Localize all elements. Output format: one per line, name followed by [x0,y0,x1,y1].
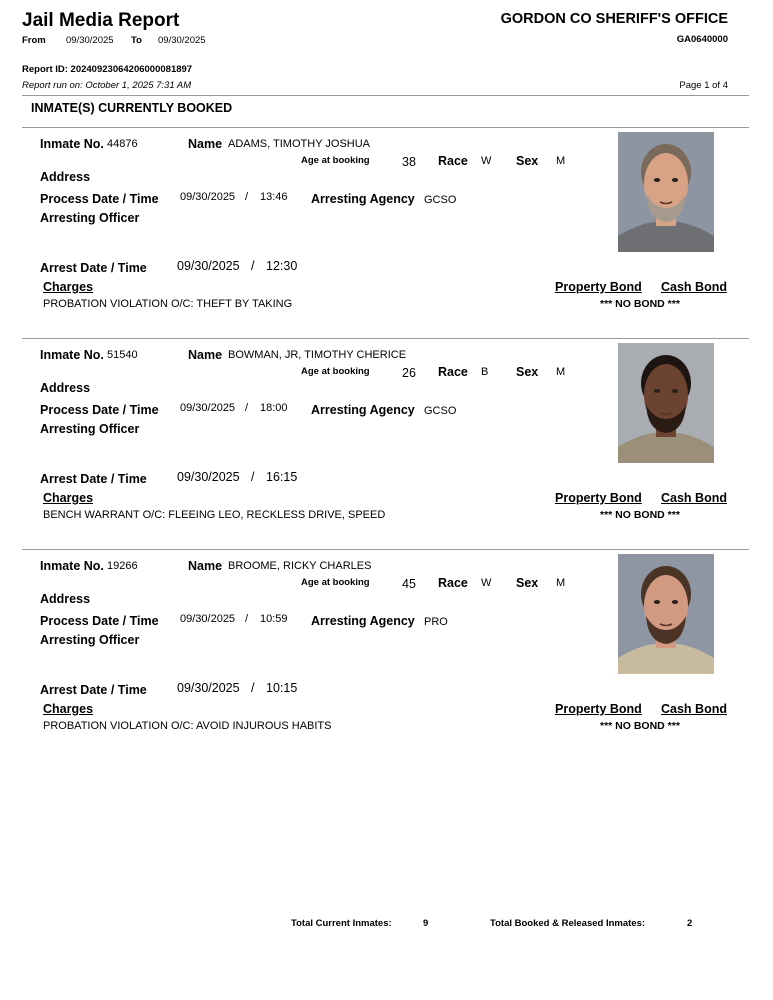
inmate-record [0,132,773,332]
bond-status: *** NO BOND *** [600,720,680,732]
race-label: Race [438,154,468,168]
agency-label: Arresting Agency [311,192,415,206]
arrest-date: 09/30/2025 [177,681,240,695]
age-value: 38 [402,155,416,169]
cash-bond-label: Cash Bond [661,491,727,505]
page-number: Page 1 of 4 [679,80,728,91]
inmate-no-label: Inmate No. [40,137,104,151]
address-label: Address [40,381,91,395]
property-bond-label: Property Bond [555,702,642,716]
arrest-time: 10:15 [266,681,298,695]
process-label: Process Date / Time [40,403,159,417]
charge-text: PROBATION VIOLATION O/C: THEFT BY TAKING [43,298,293,310]
sex-label: Sex [516,576,539,590]
process-label: Process Date / Time [40,192,159,206]
sex-value: M [556,577,566,589]
race-value: W [481,577,492,589]
agency-code: GA0640000 [676,34,728,45]
section-title: INMATE(S) CURRENTLY BOOKED [31,101,233,115]
charges-label: Charges [43,702,94,716]
race-label: Race [438,576,468,590]
inmate-no-label: Inmate No. [40,559,104,573]
to-label: To [131,35,142,46]
race-value: B [481,366,489,378]
officer-label: Arresting Officer [40,211,140,225]
header-divider [22,95,749,96]
property-bond-label: Property Bond [555,280,642,294]
agency-value: GCSO [424,405,457,417]
charge-text: PROBATION VIOLATION O/C: AVOID INJUROUS HABITS [43,720,332,732]
race-label: Race [438,365,468,379]
report-title: Jail Media Report [22,10,180,31]
cash-bond-label: Cash Bond [661,280,727,294]
inmate-no-label: Inmate No. [40,348,104,362]
process-label: Process Date / Time [40,614,159,628]
process-date: 09/30/2025 [180,613,236,625]
name-label: Name [188,137,223,151]
charge-text: BENCH WARRANT O/C: FLEEING LEO, RECKLESS DRIVE, SPEED [43,509,386,521]
inmate-no: 44876 [107,138,138,150]
age-label: Age at booking [301,577,370,588]
bond-status: *** NO BOND *** [600,509,680,521]
total-booked-label: Total Booked & Released Inmates: [490,918,646,929]
officer-label: Arresting Officer [40,633,140,647]
agency-value: PRO [424,616,448,628]
process-slash: / [245,191,249,203]
charges-label: Charges [43,280,94,294]
inmate-record [0,554,773,754]
sex-label: Sex [516,365,539,379]
total-current-value: 9 [423,918,429,929]
inmate-name: ADAMS, TIMOTHY JOSHUA [228,138,371,150]
from-label: From [22,35,46,46]
inmate-name: BROOME, RICKY CHARLES [228,560,372,572]
process-slash: / [245,402,249,414]
inmate-no: 51540 [107,349,138,361]
arrest-label: Arrest Date / Time [40,472,147,486]
process-time: 13:46 [260,191,288,203]
total-current-label: Total Current Inmates: [291,918,392,929]
arrest-label: Arrest Date / Time [40,261,147,275]
property-bond-label: Property Bond [555,491,642,505]
inmate-photo [618,554,714,674]
sex-value: M [556,155,566,167]
age-label: Age at booking [301,366,370,377]
process-time: 18:00 [260,402,288,414]
report-id: Report ID: 20240923064206000081897 [22,64,193,75]
agency-label: Arresting Agency [311,403,415,417]
process-slash: / [245,613,249,625]
inmate-photo [618,132,714,252]
arrest-date: 09/30/2025 [177,470,240,484]
name-label: Name [188,559,223,573]
charges-label: Charges [43,491,94,505]
process-time: 10:59 [260,613,288,625]
agency-label: Arresting Agency [311,614,415,628]
age-value: 45 [402,577,416,591]
record-divider [22,338,749,339]
arrest-label: Arrest Date / Time [40,683,147,697]
agency-name: GORDON CO SHERIFF'S OFFICE [500,11,728,27]
section-divider [22,127,749,128]
age-label: Age at booking [301,155,370,166]
age-value: 26 [402,366,416,380]
inmate-no: 19266 [107,560,138,572]
cash-bond-label: Cash Bond [661,702,727,716]
arrest-date: 09/30/2025 [177,259,240,273]
arrest-time: 16:15 [266,470,298,484]
agency-value: GCSO [424,194,457,206]
sex-label: Sex [516,154,539,168]
process-date: 09/30/2025 [180,402,236,414]
inmate-photo [618,343,714,463]
arrest-slash: / [251,470,255,484]
address-label: Address [40,170,91,184]
from-date: 09/30/2025 [66,35,114,46]
sex-value: M [556,366,566,378]
officer-label: Arresting Officer [40,422,140,436]
inmate-record [0,343,773,543]
arrest-slash: / [251,259,255,273]
arrest-time: 12:30 [266,259,298,273]
name-label: Name [188,348,223,362]
to-date: 09/30/2025 [158,35,206,46]
address-label: Address [40,592,91,606]
total-booked-value: 2 [687,918,693,929]
process-date: 09/30/2025 [180,191,236,203]
bond-status: *** NO BOND *** [600,298,680,310]
record-divider [22,549,749,550]
report-run-on: Report run on: October 1, 2025 7:31 AM [22,80,192,91]
inmate-name: BOWMAN, JR, TIMOTHY CHERICE [228,349,407,361]
race-value: W [481,155,492,167]
arrest-slash: / [251,681,255,695]
